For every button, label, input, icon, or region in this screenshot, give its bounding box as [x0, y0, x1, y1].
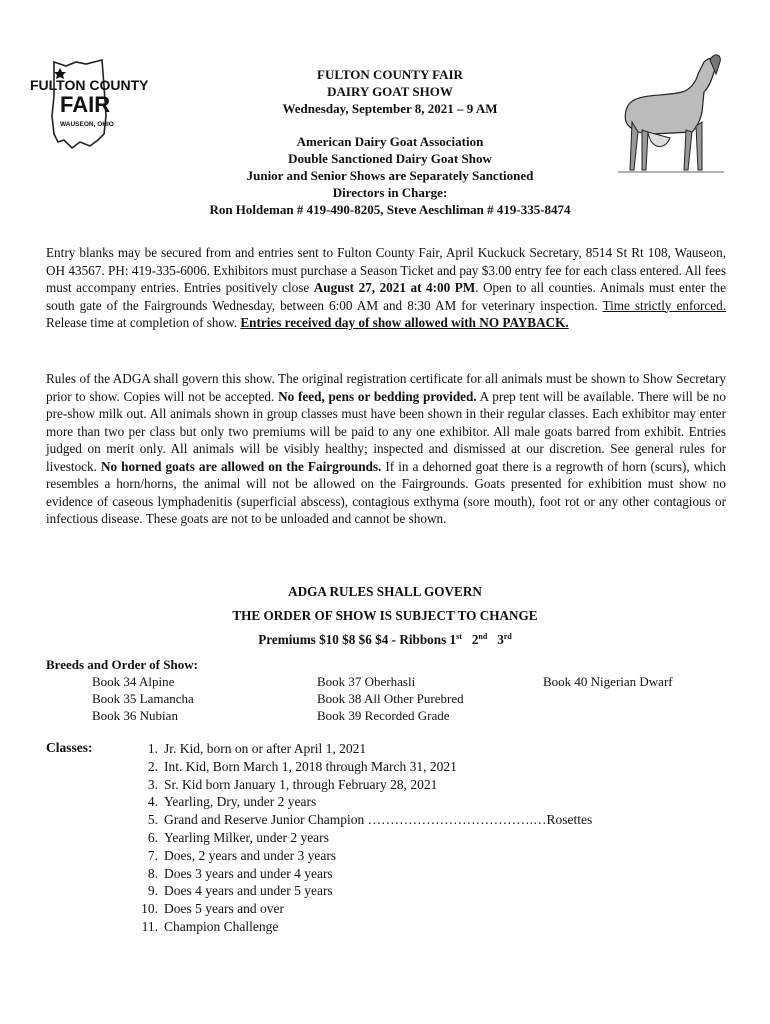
header-directors: Ron Holdeman # 419-490-8205, Steve Aeschliman # 419-335-8474	[209, 202, 571, 217]
rules-heading: ADGA RULES SHALL GOVERN	[288, 584, 482, 599]
header-association: American Dairy Goat Association	[296, 134, 484, 149]
breed-item: Book 36 Nubian	[92, 708, 178, 723]
breed-item: Book 34 Alpine	[92, 674, 175, 689]
logo-line1: FULTON COUNTY	[30, 77, 149, 93]
rules-paragraph: Rules of the ADGA shall govern this show. The original registration certificate for all animals must be shown to Show Secretary prior to show. Copies will not be accepted. No feed, pens or bedding provided. A prep tent will be available. There will be no pre-show milk out. All animals shown in group classes must have been shown in their regular classes. Each exhibitor may enter more than two per class but only two premiums will be paid to any one exhibitor. All male goats barred from exhibit. Entries judged on merit only. All animals will be visibly healthy; inspected and dismissed at our discretion. See general rules for livestock. No horned goats are allowed on the Fairgrounds. If in a dehorned goat there is a regrowth of horn (scurs), which resembles a horn/horns, the animal will not be allowed on the Fairgrounds. Goats presented for exhibition must show no evidence of caseous lymphadenitis (superficial abscess), contagious exthyma (sore mouth), foot rot or any other contagious or infectious disease. These goats are not to be unloaded and cannot be shown.	[46, 371, 726, 526]
breed-item: Book 35 Lamancha	[92, 691, 194, 706]
class-item: 1. Jr. Kid, born on or after April 1, 2021	[147, 741, 367, 756]
class-item: 2. Int. Kid, Born March 1, 2018 through March 31, 2021	[147, 758, 457, 774]
class-item: 9. Does 4 years and under 5 years	[147, 883, 333, 899]
breed-item: Book 38 All Other Purebred	[317, 691, 464, 706]
class-item: 4. Yearling, Dry, under 2 years	[147, 794, 317, 810]
classes-heading: Classes:	[46, 740, 93, 755]
class-item: 10. Does 5 years and over	[141, 901, 284, 917]
class-item: 8. Does 3 years and under 4 years	[147, 865, 333, 881]
breed-item: Book 40 Nigerian Dwarf	[543, 674, 673, 689]
show-header	[120, 66, 660, 218]
premiums-line: Premiums $10 $8 $6 $4 - Ribbons 1st 2nd 3rd	[258, 632, 512, 647]
class-item: 5. Grand and Reserve Junior Champion ……………………………….…Rosettes	[147, 812, 593, 828]
breed-item: Book 39 Recorded Grade	[317, 708, 450, 723]
entry-paragraph: Entry blanks may be secured from and entries sent to Fulton County Fair, April Kuckuck Secretary, 8514 St Rt 108, Wauseon, OH 43567. PH: 419-335-6006. Exhibitors must purchase a Season Ticket and pay $3.00 entry fee for each class entered. All fees must accompany entries. Entries positively close August 27, 2021 at 4:00 PM. Open to all counties. Animals must enter the south gate of the Fairgrounds Wednesday, between 6:00 AM and 8:30 AM for veterinary inspection. Time strictly enforced. Release time at completion of show. Entries received day of show allowed with NO PAYBACK.	[46, 245, 726, 330]
class-item: 3. Sr. Kid born January 1, through February 28, 2021	[147, 776, 438, 792]
breed-item: Book 37 Oberhasli	[317, 674, 416, 689]
header-date: Wednesday, September 8, 2021 – 9 AM	[282, 101, 498, 116]
header-directors-label: Directors in Charge:	[332, 185, 448, 200]
breeds-heading: Breeds and Order of Show:	[46, 657, 198, 672]
breeds-column-2	[317, 673, 464, 724]
header-fair-name: FULTON COUNTY FAIR	[317, 67, 463, 82]
class-item: 11. Champion Challenge	[141, 918, 279, 934]
header-show-name: DAIRY GOAT SHOW	[327, 84, 453, 99]
class-item: 7. Does, 2 years and under 3 years	[147, 847, 337, 863]
class-item: 6. Yearling Milker, under 2 years	[147, 829, 329, 845]
logo-line3: WAUSEON, OHIO	[60, 121, 114, 128]
breeds-column-1	[92, 673, 194, 724]
order-heading: THE ORDER OF SHOW IS SUBJECT TO CHANGE	[232, 608, 538, 623]
header-junior-senior: Junior and Senior Shows are Separately Sanctioned	[246, 168, 534, 183]
classes-list	[130, 740, 650, 936]
header-sanction: Double Sanctioned Dairy Goat Show	[288, 151, 492, 166]
breeds-column-3	[543, 673, 673, 690]
logo-line2: FAIR	[60, 92, 111, 117]
